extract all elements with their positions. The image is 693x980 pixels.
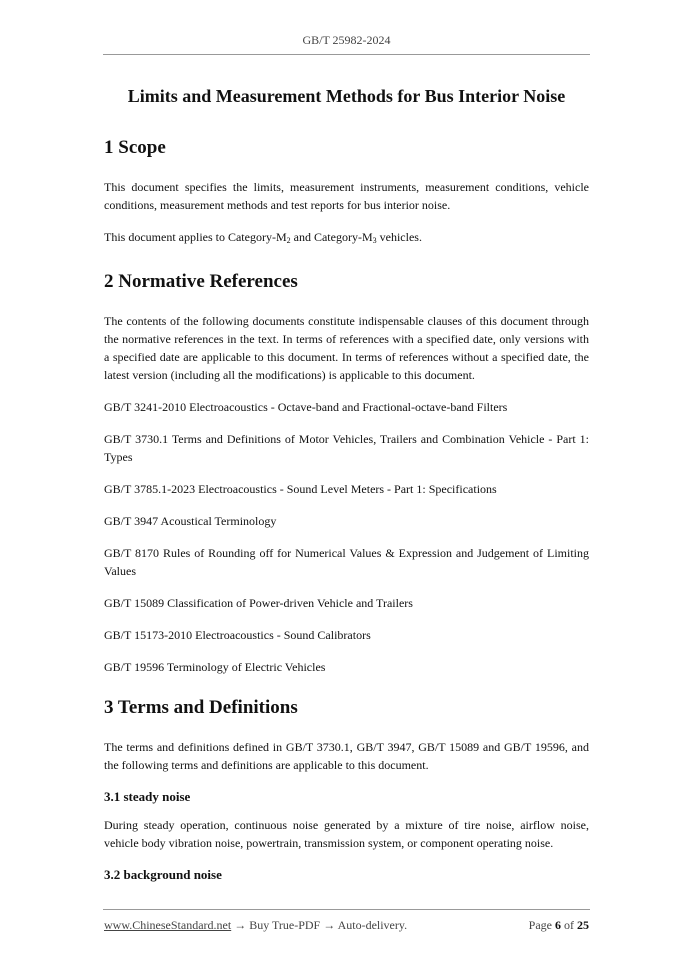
term-heading-steady-noise: 3.1 steady noise (104, 789, 191, 804)
reference-item: GB/T 3947 Acoustical Terminology (104, 514, 277, 528)
scope-paragraph-1: This document specifies the limits, measurement instruments, measurement conditions, vehicle conditions, measurement methods and test reports for bus interior noise. (104, 180, 589, 212)
document-title: Limits and Measurement Methods for Bus Interior Noise (127, 86, 566, 106)
term-definition-steady-noise: During steady operation, continuous noise generated by a mixture of tire noise, airflow noise, vehicle body vibration noise, powertrain, transmission system, or component operating noise. (104, 818, 589, 850)
reference-item: GB/T 15089 Classification of Power-driven Vehicle and Trailers (104, 596, 413, 610)
reference-item: GB/T 19596 Terminology of Electric Vehicles (104, 660, 326, 674)
page-indicator: Page 6 of 25 (528, 918, 589, 932)
reference-item: GB/T 3785.1-2023 Electroacoustics - Sound Level Meters - Part 1: Specifications (104, 482, 497, 496)
footer-left (104, 918, 407, 933)
section-heading-terms: 3 Terms and Definitions (104, 697, 298, 718)
normative-intro: The contents of the following documents constitute indispensable clauses of this document through the normative references in the text. In terms of references with a specified date, only versions with a specified date are applicable to this document. In terms of references without a specified date, the latest version (including all the modifications) is applicable to this document. (104, 314, 589, 382)
section-heading-scope: 1 Scope (104, 137, 166, 158)
term-heading-background-noise: 3.2 background noise (104, 867, 222, 882)
footer-divider (103, 909, 590, 910)
terms-intro: The terms and definitions defined in GB/T 3730.1, GB/T 3947, GB/T 15089 and GB/T 19596, and the following terms and definitions are applicable to this document. (104, 740, 589, 772)
footer-tagline: → Buy True-PDF → Auto-delivery. (231, 918, 408, 932)
reference-item: GB/T 3241-2010 Electroacoustics - Octave-band and Fractional-octave-band Filters (104, 400, 508, 414)
section-heading-normative-references: 2 Normative References (104, 271, 298, 292)
header-divider (103, 54, 590, 55)
total-pages: 25 (577, 918, 589, 932)
site-link[interactable]: www.ChineseStandard.net (104, 918, 232, 932)
running-footer (104, 918, 589, 933)
scope-paragraph-2: This document applies to Category-$M_2$ and Category-$M_3$ vehicles. (104, 230, 422, 245)
reference-item: GB/T 15173-2010 Electroacoustics - Sound Calibrators (104, 628, 371, 642)
reference-item: GB/T 8170 Rules of Rounding off for Numerical Values & Expression and Judgement of Limiting Values (104, 546, 589, 578)
running-header: GB/T 25982-2024 (302, 33, 391, 47)
current-page: 6 (555, 918, 561, 932)
reference-item: GB/T 3730.1 Terms and Definitions of Motor Vehicles, Trailers and Combination Vehicle - Part 1: Types (104, 432, 589, 464)
page-content (104, 84, 589, 894)
